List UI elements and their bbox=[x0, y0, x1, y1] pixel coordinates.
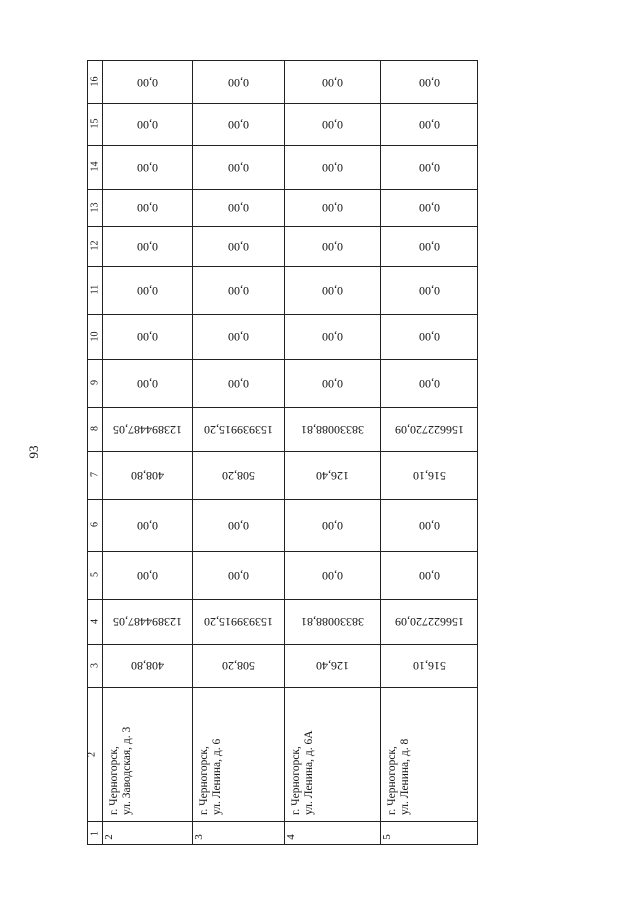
column-number: 11 bbox=[89, 284, 101, 295]
table-cell: 408,80 bbox=[130, 659, 164, 673]
data-table bbox=[87, 60, 478, 845]
address-line: г. Черногорск, bbox=[386, 746, 398, 815]
column-number: 16 bbox=[89, 76, 101, 87]
column-number: 1 bbox=[89, 831, 101, 836]
table-cell: 0,00 bbox=[136, 239, 158, 254]
table-cell: 0,00 bbox=[136, 75, 158, 90]
address-cell bbox=[108, 727, 134, 815]
table-cell: 0,00 bbox=[227, 518, 249, 533]
table-cell: 123894487,05 bbox=[112, 422, 182, 437]
table-cell: 0,00 bbox=[419, 117, 440, 132]
table-cell: 0,00 bbox=[136, 376, 158, 391]
table-cell: 0,00 bbox=[419, 376, 440, 391]
column-number: 14 bbox=[89, 161, 101, 172]
table-cell: 516,10 bbox=[413, 659, 446, 673]
address-line: ул. Ленина, д. 6 bbox=[211, 738, 223, 815]
column-number: 5 bbox=[89, 572, 101, 577]
table-cell: 0,00 bbox=[136, 160, 158, 175]
table-cell: 0,00 bbox=[321, 518, 343, 533]
table-cell: 0,00 bbox=[227, 75, 249, 90]
table-cell: 0,00 bbox=[321, 330, 343, 344]
table-cell: 0,00 bbox=[321, 568, 343, 583]
table-cell: 508,20 bbox=[221, 659, 255, 673]
address-line: ул. Ленина, д. 8 bbox=[399, 738, 411, 815]
address-line: ул. Заводская, д. 3 bbox=[121, 726, 133, 815]
address-cell bbox=[386, 739, 412, 815]
page-number: 93 bbox=[26, 445, 41, 459]
column-number: 9 bbox=[89, 380, 101, 385]
table-cell: 0,00 bbox=[227, 239, 249, 254]
table-cell: 0,00 bbox=[227, 201, 249, 215]
table-cell: 38330088,81 bbox=[300, 615, 364, 629]
column-number: 10 bbox=[89, 331, 101, 341]
table-cell: 0,00 bbox=[227, 160, 249, 175]
row-number: 3 bbox=[192, 834, 205, 840]
table-cell: 156622720,09 bbox=[395, 422, 464, 437]
table-cell: 0,00 bbox=[136, 568, 158, 583]
row-number: 2 bbox=[102, 834, 115, 840]
column-number: 4 bbox=[89, 618, 101, 624]
table-cell: 153939915,20 bbox=[203, 422, 273, 437]
table-cell: 0,00 bbox=[227, 117, 249, 132]
table-cell: 0,00 bbox=[227, 568, 249, 583]
table-cell: 0,00 bbox=[227, 330, 249, 344]
address-cell bbox=[290, 730, 316, 815]
table-cell: 0,00 bbox=[419, 330, 440, 344]
table-cell: 0,00 bbox=[419, 201, 440, 215]
table-cell: 408,80 bbox=[130, 468, 164, 483]
table-cell: 0,00 bbox=[136, 330, 158, 344]
address-line: г. Черногорск, bbox=[290, 746, 302, 815]
table-cell: 126,40 bbox=[315, 659, 349, 673]
table-cell: 0,00 bbox=[419, 518, 440, 533]
column-number: 7 bbox=[89, 472, 101, 477]
table-cell: 126,40 bbox=[315, 468, 349, 483]
table-cell: 123894487,05 bbox=[112, 615, 182, 629]
column-number: 12 bbox=[89, 240, 101, 251]
table-cell: 0,00 bbox=[419, 75, 440, 90]
table-cell: 153939915,20 bbox=[203, 615, 273, 629]
table-cell: 0,00 bbox=[419, 568, 440, 583]
table-cell: 0,00 bbox=[419, 283, 440, 298]
table-cell: 0,00 bbox=[321, 117, 343, 132]
row-number: 5 bbox=[380, 834, 393, 840]
table-cell: 0,00 bbox=[321, 201, 343, 215]
address-cell bbox=[198, 739, 224, 815]
column-number: 2 bbox=[86, 752, 98, 757]
table-cell: 0,00 bbox=[321, 160, 343, 175]
address-line: г. Черногорск, bbox=[108, 746, 120, 815]
address-line: ул. Ленина, д. 6А bbox=[303, 730, 315, 815]
column-number: 8 bbox=[89, 426, 101, 431]
table-cell: 508,20 bbox=[221, 468, 255, 483]
table-cell: 0,00 bbox=[321, 239, 343, 254]
table-cell: 0,00 bbox=[136, 283, 158, 298]
table-cell: 0,00 bbox=[419, 239, 440, 254]
column-number: 6 bbox=[89, 522, 101, 527]
address-line: г. Черногорск, bbox=[198, 746, 210, 815]
table-cell: 0,00 bbox=[321, 283, 343, 298]
table-cell: 0,00 bbox=[136, 201, 158, 215]
table-cell: 0,00 bbox=[321, 376, 343, 391]
table-cell: 0,00 bbox=[136, 518, 158, 533]
table-row-line bbox=[88, 687, 477, 688]
row-number: 4 bbox=[284, 834, 297, 840]
column-number: 15 bbox=[89, 118, 101, 129]
table-cell: 0,00 bbox=[227, 376, 249, 391]
table-row-line bbox=[88, 821, 477, 822]
table-cell: 38330088,81 bbox=[300, 422, 364, 437]
column-number: 3 bbox=[89, 662, 101, 668]
table-cell: 0,00 bbox=[227, 283, 249, 298]
column-number: 13 bbox=[89, 202, 101, 212]
table-cell: 156622720,09 bbox=[395, 615, 464, 629]
table-cell: 0,00 bbox=[136, 117, 158, 132]
table-cell: 0,00 bbox=[419, 160, 440, 175]
table-cell: 516,10 bbox=[413, 468, 446, 483]
table-cell: 0,00 bbox=[321, 75, 343, 90]
